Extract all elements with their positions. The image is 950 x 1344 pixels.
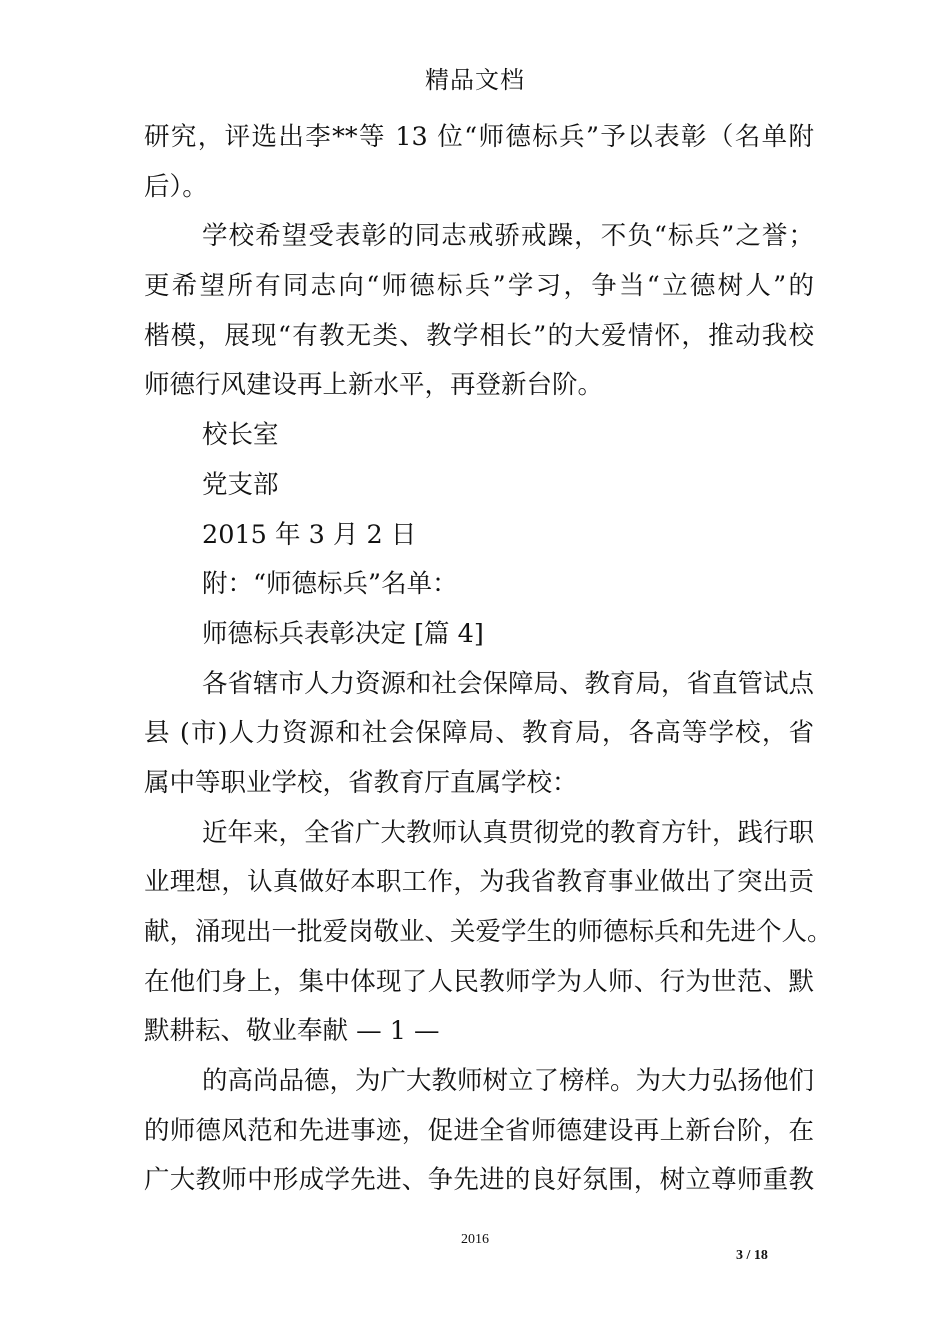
text-line: 师德行风建设再上新水平，再登新台阶。 [144, 370, 604, 401]
text-line: 县 (市)人力资源和社会保障局、教育局，各高等学校，省 [144, 718, 814, 749]
text-line: 默耕耘、敬业奉献 — 1 — [144, 1016, 440, 1047]
text-line: 楷模，展现“有教无类、教学相长”的大爱情怀，推动我校 [144, 320, 814, 351]
text-line: 业理想，认真做好本职工作，为我省教育事业做出了突出贡 [144, 867, 814, 898]
footer-year: 2016 [461, 1232, 489, 1247]
document-header-title: 精品文档 [425, 66, 525, 94]
text-line: 献，涌现出一批爱岗敬业、关爱学生的师德标兵和先进个人。 [144, 917, 833, 947]
text-line: 在他们身上，集中体现了人民教师学为人师、行为世范、默 [144, 966, 814, 997]
text-line: 属中等职业学校，省教育厅直属学校： [144, 767, 578, 798]
text-line: 广大教师中形成学先进、争先进的良好氛围，树立尊师重教 [144, 1165, 814, 1196]
text-line: 后）。 [144, 171, 208, 202]
appendix-note: 附：“师德标兵”名单： [202, 569, 458, 600]
signature-party-branch: 党支部 [202, 469, 279, 500]
page-number: 3 / 18 [736, 1248, 768, 1263]
text-line: 研究，评选出李**等 13 位“师德标兵”予以表彰（名单附 [144, 122, 814, 152]
text-line: 的师德风范和先进事迹，促进全省师德建设再上新台阶，在 [144, 1115, 814, 1146]
text-line: 各省辖市人力资源和社会保障局、教育局，省直管试点 [202, 668, 815, 699]
signature-office: 校长室 [202, 420, 279, 451]
signature-date: 2015 年 3 月 2 日 [202, 519, 417, 550]
text-line: 近年来，全省广大教师认真贯彻党的教育方针，践行职 [202, 817, 815, 848]
text-line: 学校希望受表彰的同志戒骄戒躁，不负“标兵”之誉； [202, 221, 814, 252]
section-heading: 师德标兵表彰决定 [篇 4] [202, 618, 484, 649]
text-line: 更希望所有同志向“师德标兵”学习，争当“立德树人”的 [144, 271, 814, 302]
document-body [144, 113, 833, 1206]
text-line: 的高尚品德，为广大教师树立了榜样。为大力弘扬他们 [202, 1066, 815, 1097]
